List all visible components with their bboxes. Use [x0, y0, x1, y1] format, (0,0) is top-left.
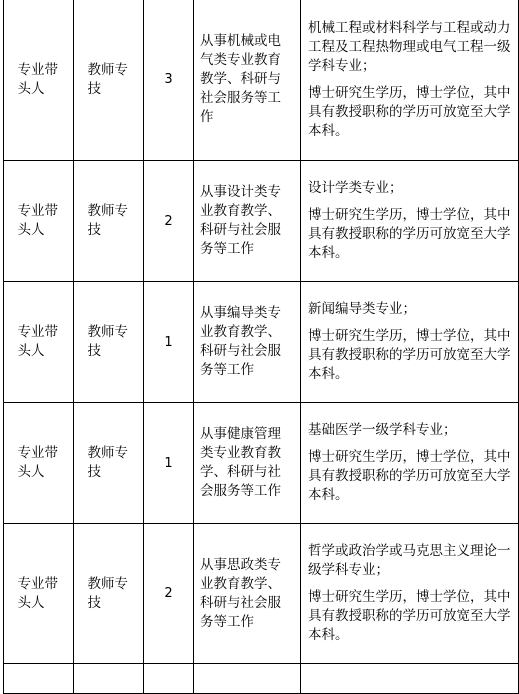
requirements-cell — [301, 524, 519, 664]
education-requirement: 博士研究生学历，博士学位，其中具有教授职称的学历可放宽至大学本科。 — [308, 328, 511, 382]
count-cell: 1 — [144, 282, 194, 403]
category-text: 教师专技 — [87, 575, 128, 611]
requirements-cell — [301, 161, 519, 282]
empty-cell — [144, 664, 194, 694]
position-text: 专业带头人 — [17, 203, 58, 238]
duty-text: 从事编导类专业教育教学、科研与社会服务等工作 — [200, 305, 281, 378]
education-requirement: 博士研究生学历，博士学位，其中具有教授职称的学历可放宽至大学本科。 — [308, 449, 511, 503]
category-text: 教师专技 — [87, 61, 128, 97]
education-requirement: 博士研究生学历，博士学位，其中具有教授职称的学历可放宽至大学本科。 — [308, 589, 511, 643]
position-text: 专业带头人 — [17, 61, 58, 97]
major-requirement: 机械工程或材料科学与工程或动力工程及工程热物理或电气工程一级学科专业； — [308, 19, 511, 74]
major-requirement: 基础医学一级学科专业； — [308, 422, 457, 438]
position-cell — [4, 403, 74, 524]
category-cell — [74, 161, 144, 282]
duty-cell — [194, 403, 301, 524]
duty-cell — [194, 0, 301, 161]
position-text: 专业带头人 — [17, 575, 58, 611]
table-row — [4, 161, 519, 282]
duty-cell — [194, 161, 301, 282]
category-text: 教师专技 — [87, 324, 128, 359]
empty-cell — [194, 664, 301, 694]
category-cell — [74, 403, 144, 524]
requirements-cell — [301, 282, 519, 403]
position-text: 专业带头人 — [17, 324, 58, 359]
requirements-cell — [301, 403, 519, 524]
major-requirement: 新闻编导类专业； — [308, 301, 416, 317]
duty-text: 从事思政类专业教育教学、科研与社会服务等工作 — [200, 556, 281, 630]
position-cell — [4, 282, 74, 403]
duty-cell — [194, 282, 301, 403]
table-row — [4, 524, 519, 664]
duty-cell — [194, 524, 301, 664]
education-requirement: 博士研究生学历，博士学位，其中具有教授职称的学历可放宽至大学本科。 — [308, 207, 511, 261]
position-text: 专业带头人 — [17, 445, 58, 480]
count-cell: 1 — [144, 403, 194, 524]
recruitment-table — [3, 0, 519, 694]
major-requirement: 设计学类专业； — [308, 180, 403, 196]
education-requirement: 博士研究生学历，博士学位，其中具有教授职称的学历可放宽至大学本科。 — [308, 84, 511, 139]
category-cell — [74, 0, 144, 161]
empty-cell — [4, 664, 74, 694]
position-cell — [4, 524, 74, 664]
category-cell — [74, 524, 144, 664]
table-row — [4, 282, 519, 403]
position-cell — [4, 0, 74, 161]
category-cell — [74, 282, 144, 403]
duty-text: 从事健康管理类专业教育教学、科研与社会服务等工作 — [200, 426, 281, 499]
duty-text: 从事机械或电气类专业教育教学、科研与社会服务等工作 — [200, 33, 281, 125]
count-cell: 2 — [144, 524, 194, 664]
category-text: 教师专技 — [87, 445, 128, 480]
empty-cell — [301, 664, 519, 694]
duty-text: 从事设计类专业教育教学、科研与社会服务等工作 — [200, 184, 281, 257]
category-text: 教师专技 — [87, 203, 128, 238]
table-row — [4, 0, 519, 161]
major-requirement: 哲学或政治学或马克思主义理论一级学科专业； — [308, 543, 511, 578]
position-cell — [4, 161, 74, 282]
table-row — [4, 403, 519, 524]
count-cell: 2 — [144, 161, 194, 282]
empty-cell — [74, 664, 144, 694]
table-row-partial — [4, 664, 519, 694]
count-cell: 3 — [144, 0, 194, 161]
requirements-cell — [301, 0, 519, 161]
